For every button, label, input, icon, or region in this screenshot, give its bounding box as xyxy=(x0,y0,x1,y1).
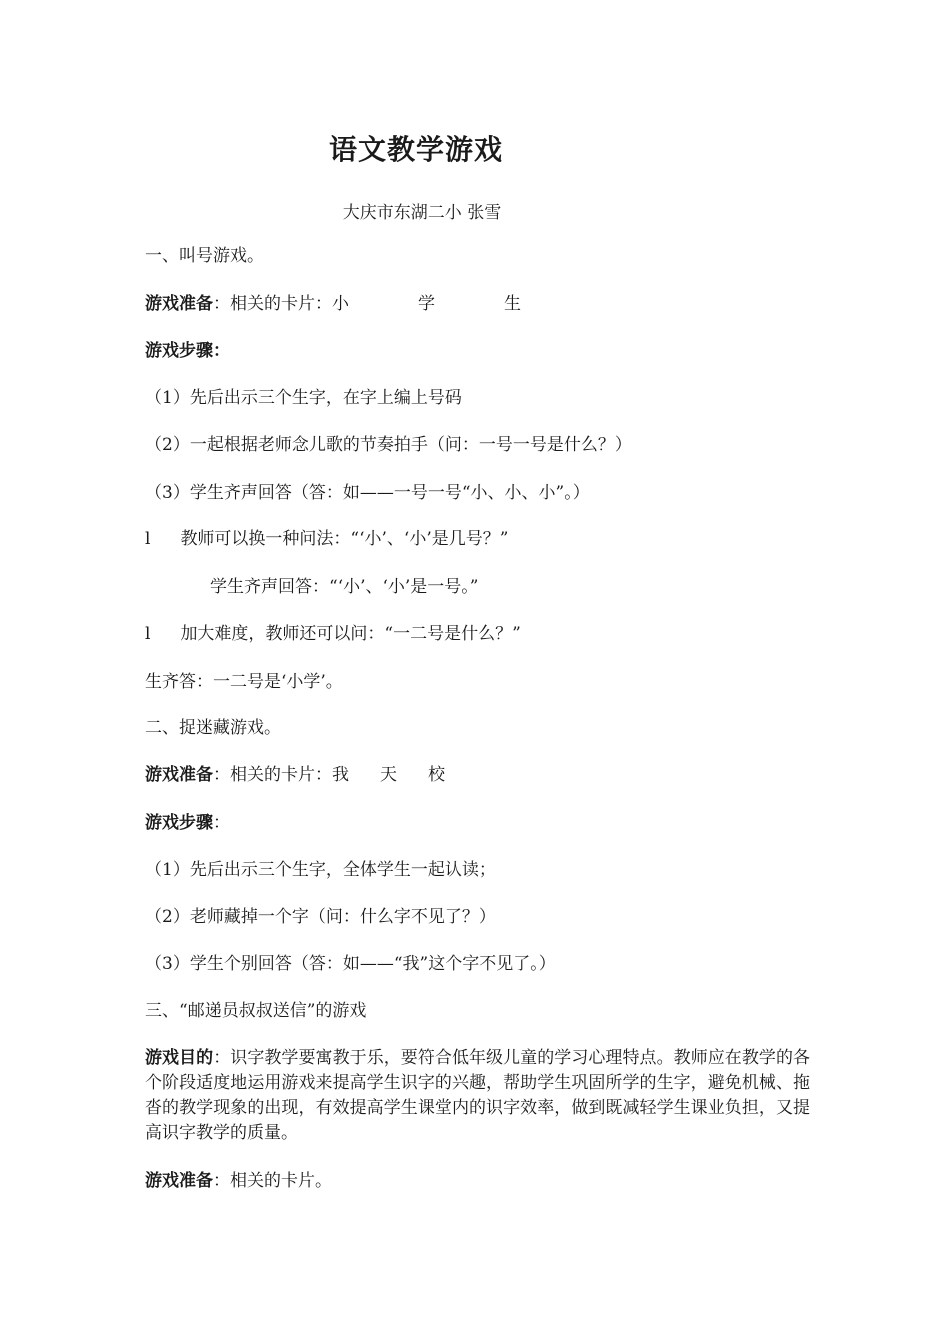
game2-step-3: （3）学生个别回答（答：如——“我”这个字不见了。） xyxy=(145,954,556,974)
game2-card-2: 天 xyxy=(380,765,397,785)
game1-note-1-answer: 学生齐声回答：“‘小’、‘小’是一号。” xyxy=(210,577,479,597)
game1-card-3: 生 xyxy=(504,294,521,314)
game3-prep-line xyxy=(145,1169,332,1193)
game1-steps-label: 游戏步骤： xyxy=(145,341,230,361)
game2-card-3: 校 xyxy=(428,765,445,785)
game1-note-2-text: 加大难度，教师还可以问：“一二号是什么？” xyxy=(180,624,521,644)
game1-prep-text: ：相关的卡片： xyxy=(213,294,332,314)
game1-step-1: （1）先后出示三个生字，在字上编上号码 xyxy=(145,388,462,408)
document-title: 语文教学游戏 xyxy=(328,133,503,166)
game2-steps-colon: ： xyxy=(213,813,230,833)
bullet-marker: l xyxy=(145,529,151,549)
game2-prep-line xyxy=(145,763,445,787)
game2-prep-label: 游戏准备 xyxy=(145,765,213,785)
bullet-marker: l xyxy=(145,624,151,644)
game3-prep-label: 游戏准备 xyxy=(145,1171,213,1191)
author-line: 大庆市东湖二小 张雪 xyxy=(342,203,502,223)
game3-purpose xyxy=(145,1046,810,1146)
game1-card-2: 学 xyxy=(418,294,435,314)
game3-purpose-label: 游戏目的 xyxy=(145,1048,214,1068)
game1-prep-label: 游戏准备 xyxy=(145,294,213,314)
game1-note-2-answer: 生齐答：一二号是‘小学’。 xyxy=(145,672,343,692)
game2-card-1: 我 xyxy=(332,765,349,785)
game1-note-1 xyxy=(145,527,508,551)
game3-purpose-text: ：识字教学要寓教于乐，要符合低年级儿童的学习心理特点。教师应在教学的各个阶段适度地运用游戏来提高学生识字的兴趣，帮助学生巩固所学的生字，避免机械、拖沓的教学现象的出现，有效提高学生课堂内的识字效率，做到既减轻学生课业负担，又提高识字教学的质量。 xyxy=(145,1048,811,1143)
game2-steps-line xyxy=(145,811,230,835)
game1-step-3: （3）学生齐声回答（答：如——一号一号“小、小、小”。） xyxy=(145,483,590,503)
game2-step-1: （1）先后出示三个生字，全体学生一起认读； xyxy=(145,860,496,880)
game2-prep-text: ：相关的卡片： xyxy=(213,765,332,785)
section-heading-1: 一、叫号游戏。 xyxy=(145,246,264,266)
game1-card-1: 小 xyxy=(332,294,349,314)
game1-note-1-text: 教师可以换一种问法：“‘小’、‘小’是几号？” xyxy=(180,529,509,549)
game3-prep-text: ：相关的卡片。 xyxy=(213,1171,332,1191)
section-heading-3: 三、“邮递员叔叔送信”的游戏 xyxy=(145,1001,367,1021)
game2-step-2: （2）老师藏掉一个字（问：什么字不见了？） xyxy=(145,907,496,927)
game2-steps-label: 游戏步骤 xyxy=(145,813,213,833)
section-heading-2: 二、捉迷藏游戏。 xyxy=(145,718,281,738)
game1-step-2: （2）一起根据老师念儿歌的节奏拍手（问：一号一号是什么？） xyxy=(145,435,632,455)
game1-note-2 xyxy=(145,622,521,646)
game1-prep-line xyxy=(145,292,521,316)
